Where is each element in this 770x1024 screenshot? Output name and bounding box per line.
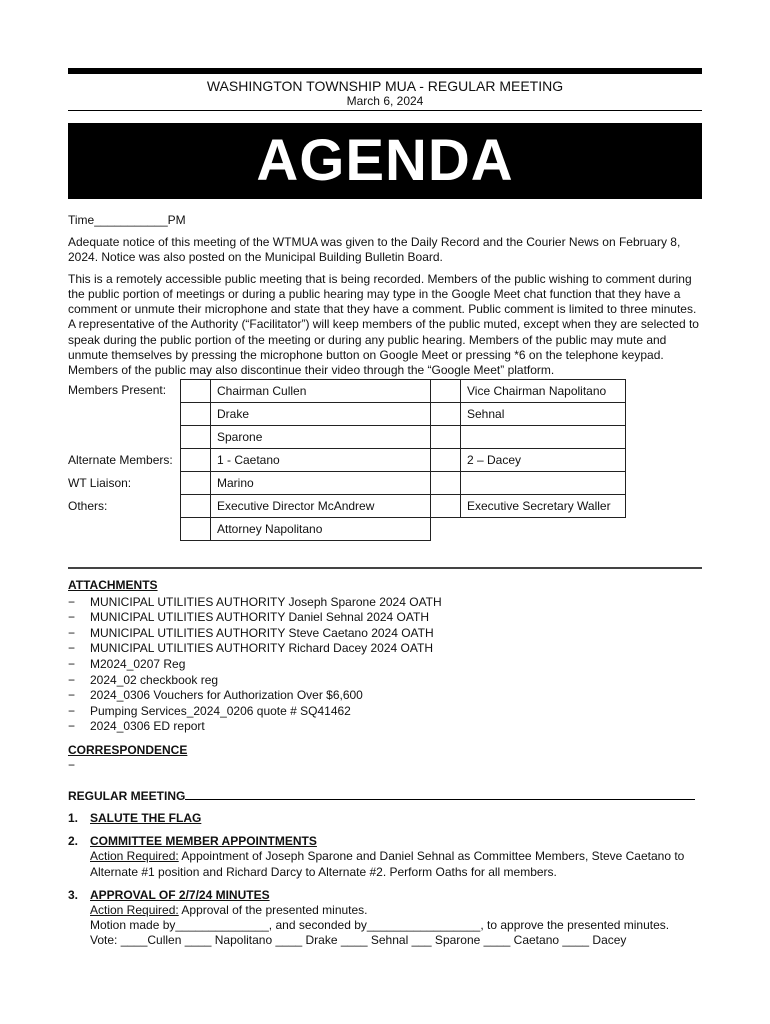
table-row — [181, 517, 626, 540]
attachment-label: 2024_0306 ED report — [90, 719, 205, 734]
agenda-item-2 — [68, 834, 702, 880]
attendance-checkbox[interactable] — [181, 471, 211, 494]
table-row — [181, 494, 626, 517]
agenda-document — [68, 68, 702, 949]
action-label: Action Required: — [90, 849, 179, 864]
section-divider — [68, 567, 702, 569]
list-item[interactable] — [68, 641, 702, 657]
list-item[interactable] — [68, 719, 702, 735]
list-item[interactable] — [68, 673, 702, 689]
list-item[interactable] — [68, 610, 702, 626]
action-label: Action Required: — [90, 902, 179, 917]
member-name: 1 - Caetano — [211, 448, 431, 471]
attendance-checkbox[interactable] — [181, 517, 211, 540]
meeting-date: March 6, 2024 — [346, 94, 424, 108]
member-name: Sehnal — [461, 402, 626, 425]
agenda-item-3 — [68, 888, 702, 949]
time-line: Time___________PM — [68, 213, 186, 227]
attachment-label: MUNICIPAL UTILITIES AUTHORITY Steve Caetano 2024 OATH — [90, 625, 434, 640]
wt-liaison-label: WT Liaison: — [68, 475, 132, 490]
top-rule — [68, 68, 702, 74]
member-name: Executive Secretary Waller — [461, 494, 626, 517]
dash-bullet: − — [68, 625, 76, 640]
attendance-checkbox[interactable] — [181, 448, 211, 471]
dash-bullet: − — [68, 610, 76, 625]
member-name: 2 – Dacey — [461, 448, 626, 471]
dash-bullet: − — [68, 719, 76, 734]
list-item[interactable] — [68, 595, 702, 611]
alternate-members-label: Alternate Members: — [68, 452, 173, 467]
agenda-banner: AGENDA — [68, 123, 702, 199]
attendance-table — [180, 379, 626, 541]
dash-bullet: − — [68, 672, 76, 687]
attachment-label: M2024_0207 Reg — [90, 656, 186, 671]
dash-bullet: − — [68, 703, 76, 718]
item-number: 2. — [68, 834, 79, 849]
dash-bullet: − — [68, 594, 76, 609]
list-item[interactable] — [68, 688, 702, 704]
list-item[interactable] — [68, 704, 702, 720]
member-name: Executive Director McAndrew — [211, 494, 431, 517]
item-number: 3. — [68, 887, 79, 902]
action-text: Approval of the presented minutes. — [178, 902, 368, 917]
members-attendance — [68, 379, 702, 545]
action-required — [90, 849, 702, 879]
item-number: 1. — [68, 810, 79, 825]
table-row — [181, 402, 626, 425]
empty-cell — [461, 517, 626, 540]
item-title: COMMITTEE MEMBER APPOINTMENTS — [90, 834, 317, 849]
members-present-label: Members Present: — [68, 382, 167, 397]
member-name: Drake — [211, 402, 431, 425]
attachment-label: Pumping Services_2024_0206 quote # SQ41462 — [90, 703, 351, 718]
attendance-checkbox[interactable] — [181, 494, 211, 517]
member-name — [461, 425, 626, 448]
attendance-checkbox[interactable] — [431, 425, 461, 448]
regular-meeting-heading — [68, 788, 702, 803]
attendance-checkbox[interactable] — [181, 425, 211, 448]
action-required — [90, 903, 702, 918]
attendance-checkbox[interactable] — [431, 471, 461, 494]
member-name: Sparone — [211, 425, 431, 448]
motion-line: Motion made by______________, and seconded by_________________, to approve the presented minutes. — [90, 918, 670, 933]
member-name: Attorney Napolitano — [211, 517, 431, 540]
member-name — [461, 471, 626, 494]
attachments-heading: ATTACHMENTS — [68, 577, 158, 592]
table-row — [181, 379, 626, 402]
dash-bullet: − — [68, 688, 76, 703]
agenda-item-1 — [68, 811, 702, 826]
attendance-checkbox[interactable] — [431, 402, 461, 425]
vote-line: Vote: ____Cullen ____ Napolitano ____ Drake ____ Sehnal ___ Sparone ____ Caetano ____ Dacey — [90, 933, 627, 948]
table-row — [181, 448, 626, 471]
member-name: Marino — [211, 471, 431, 494]
others-label: Others: — [68, 498, 108, 513]
heading-underline — [185, 788, 695, 800]
dash-bullet: − — [68, 641, 76, 656]
attachment-label: 2024_0306 Vouchers for Authorization Over $6,600 — [90, 688, 363, 703]
correspondence-heading: CORRESPONDENCE — [68, 742, 188, 757]
member-name: Vice Chairman Napolitano — [461, 379, 626, 402]
member-name: Chairman Cullen — [211, 379, 431, 402]
attachment-label: MUNICIPAL UTILITIES AUTHORITY Richard Dacey 2024 OATH — [90, 641, 433, 656]
meeting-title: WASHINGTON TOWNSHIP MUA - REGULAR MEETING — [206, 78, 564, 94]
regular-meeting-label: REGULAR MEETING — [68, 788, 186, 803]
attachment-label: 2024_02 checkbook reg — [90, 672, 219, 687]
item-title: SALUTE THE FLAG — [90, 810, 202, 825]
attendance-checkbox[interactable] — [181, 379, 211, 402]
item-title: APPROVAL OF 2/7/24 MINUTES — [90, 887, 270, 902]
correspondence-dash: − — [68, 757, 76, 772]
attachment-label: MUNICIPAL UTILITIES AUTHORITY Daniel Sehnal 2024 OATH — [90, 610, 429, 625]
attendance-checkbox[interactable] — [181, 402, 211, 425]
remote-meeting-paragraph: This is a remotely accessible public meeting that is being recorded. Members of the public wishing to comment during the public portion of meetings or during a public hearing may type in the Google Meet chat function that they have a comment or unmute their microphone and state that they have a comment. Public comment is limited to three minutes. A representative of the Authority (“Facilitator”) will keep members of the public muted, except when they are selected to speak during the public portion of the meeting or during any public hearing. Members of the public may mute and unmute themselves by pressing the microphone button on Google Meet or pressing *6 on the telephone keypad. Members of the public may also discontinue their video through the “Google Meet” platform. — [68, 271, 699, 378]
attachment-label: MUNICIPAL UTILITIES AUTHORITY Joseph Sparone 2024 OATH — [90, 594, 442, 609]
header-rule — [68, 110, 702, 111]
table-row — [181, 425, 626, 448]
attachments-list — [68, 595, 702, 735]
dash-bullet: − — [68, 656, 76, 671]
attendance-checkbox[interactable] — [431, 448, 461, 471]
attendance-checkbox[interactable] — [431, 379, 461, 402]
list-item[interactable] — [68, 626, 702, 642]
attendance-checkbox[interactable] — [431, 494, 461, 517]
action-text: Appointment of Joseph Sparone and Daniel Sehnal as Committee Members, Steve Caetano to Alternate #1 position and Richard Darcy to Alternate #2. Perform Oaths for all members. — [90, 849, 685, 879]
table-row — [181, 471, 626, 494]
empty-cell — [431, 517, 461, 540]
list-item[interactable] — [68, 657, 702, 673]
notice-paragraph: Adequate notice of this meeting of the WTMUA was given to the Daily Record and the Courier News on February 8, 2024. Notice was also posted on the Municipal Building Bulletin Board. — [68, 234, 681, 264]
